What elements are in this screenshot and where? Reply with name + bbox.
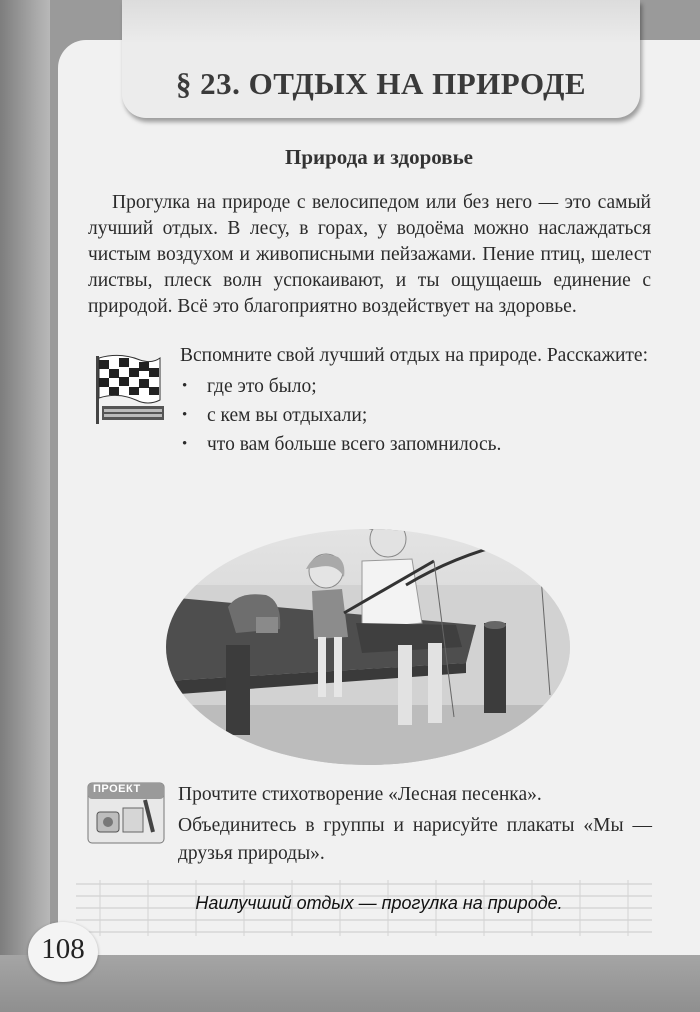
- task-question: Вспомните свой лучший отдых на природе. Расскажите:: [180, 345, 648, 366]
- scan-shadow-left: [0, 0, 50, 1012]
- discussion-task: [180, 343, 651, 459]
- project-icon: [87, 782, 165, 844]
- section-header-tab: [122, 0, 640, 118]
- project-line-2: Объединитесь в группы и нарисуйте плакаты «Мы — друзья природы».: [178, 815, 652, 864]
- project-task: [178, 781, 652, 868]
- project-line-1: Прочтите стихотворение «Лесная песенка».: [178, 784, 542, 805]
- subtitle: Природа и здоровье: [284, 145, 473, 169]
- list-item: • где это было;: [180, 372, 651, 401]
- discussion-flag-icon: [90, 352, 166, 426]
- intro-paragraph: Прогулка на природе с велосипедом или без него — это самый лучший отдых. В лесу, в горах, у водоёма можно наслаждаться чистым воздухом и живописными пейзажами. Пение птиц, шелест листвы, плеск волн успокаивают, и ты ощущаешь единение с природой. Всё это благоприятно воздействует на здоровье.: [88, 192, 651, 317]
- list-item: • что вам больше всего запомнилось.: [180, 430, 651, 459]
- page-number: 108: [41, 933, 85, 965]
- section-title: § 23. ОТДЫХ НА ПРИРОДЕ: [175, 66, 587, 101]
- project-icon-label: ПРОЕКТ: [93, 783, 141, 795]
- scan-shadow-bottom: [0, 955, 700, 1012]
- task-bullet-list: [180, 372, 651, 459]
- list-item: • с кем вы отдыхали;: [180, 401, 651, 430]
- motto: Наилучший отдых — прогулка на природе.: [195, 893, 563, 913]
- fishing-illustration: [166, 505, 570, 767]
